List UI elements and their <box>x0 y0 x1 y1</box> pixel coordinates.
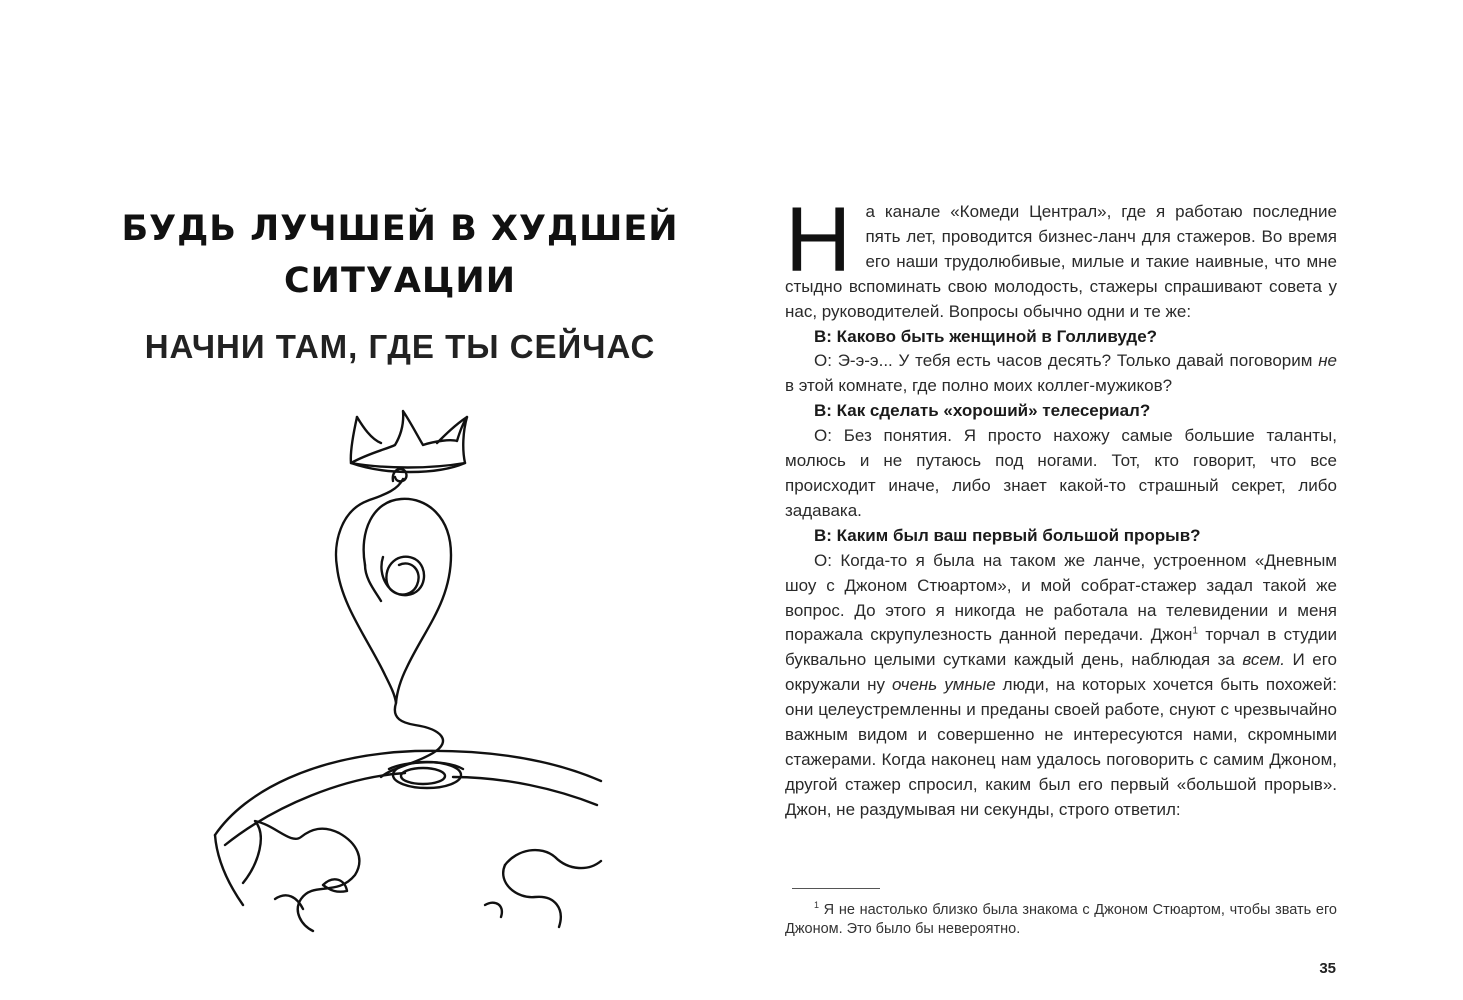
chapter-title-line-2: СИТУАЦИИ <box>284 261 516 301</box>
answer-1-italic: не <box>1318 351 1337 371</box>
footnote-reference[interactable]: 1 <box>1192 625 1198 637</box>
question-1: В: Каково быть женщиной в Голливуде? <box>814 326 1158 346</box>
answer-1 <box>785 349 1337 399</box>
answer-3-part-1: О: Когда-то я была на таком же ланче, устроенном «Дневным шоу с Джоном Стюартом», и мой собрат-стажер задал такой же вопрос. До этого я никогда не работала на телевидении и меня поражала скрупулезность данной передачи. Джон <box>785 550 1337 645</box>
answer-3-part-3: И его окружали ну <box>785 650 1337 695</box>
answer-1-text-b: в этой комнате, где полно моих коллег-мужиков? <box>785 376 1173 396</box>
question-3: В: Каким был ваш первый большой прорыв? <box>814 525 1201 545</box>
footnote-divider <box>792 888 880 889</box>
answer-3-part-2: торчал в студии буквально целыми сутками каждый день, наблюдая за <box>785 625 1338 670</box>
footnote-text: Я не настолько близко была знакома с Джоном Стюартом, чтобы звать его Джоном. Это было бы невероятно. <box>785 902 1337 937</box>
footnote <box>785 901 1337 939</box>
intro-paragraph <box>785 189 1337 325</box>
drop-cap: Н <box>785 189 852 291</box>
page-number: 35 <box>1319 960 1336 977</box>
intro-text: а канале «Комеди Централ», где я работаю последние пять лет, проводится бизнес-ланч для стажеров. Во время его наши трудолюбивые, милые и такие наивные, что мне стыдно вспоминать свою молодость, стажеры спрашивают совета у нас, руководителей. Вопросы обычно одни и те же: <box>785 202 1337 321</box>
crown-location-pin-globe-line-drawing-icon <box>205 405 605 935</box>
answer-3-italic-2: очень умные <box>891 675 996 695</box>
left-page <box>0 0 731 1000</box>
footnote-number: 1 <box>814 900 820 911</box>
answer-1-text-a: О: Э-э-э... У тебя есть часов десять? Только давай поговорим <box>814 351 1319 371</box>
body-text-column <box>785 189 1338 823</box>
answer-3-part-4: люди, на которых хочется быть похожей: они целеустремленны и преданы своей работе, снуют с чрезвычайно важным видом и совершенно не интересуются нами, скромными стажерами. Когда наконец нам удалось поговорить с самим Джоном, другой стажер спросил, каким был его первый «большой прорыв». Джон, не раздумывая ни секунды, строго ответил: <box>785 675 1337 819</box>
answer-3-italic-1: всем. <box>1242 650 1286 670</box>
chapter-subtitle: НАЧНИ ТАМ, ГДЕ ТЫ СЕЙЧАС <box>144 328 656 365</box>
answer-3 <box>785 549 1337 823</box>
chapter-title <box>100 203 700 307</box>
chapter-title-line-1: БУДЬ ЛУЧШЕЙ В ХУДШЕЙ <box>121 209 679 249</box>
answer-2: О: Без понятия. Я просто нахожу самые большие таланты, молюсь и не путаюсь под ногами. Тот, кто говорит, что все происходит иначе, либо знает какой-то страшный секрет, либо задавака. <box>785 426 1337 520</box>
question-2: В: Как сделать «хороший» телесериал? <box>814 401 1151 421</box>
